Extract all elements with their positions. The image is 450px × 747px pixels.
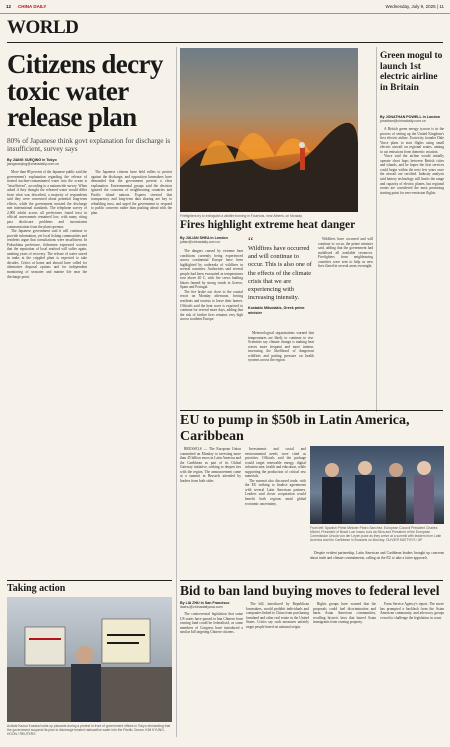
lead-body-2: The Japanese government said it will continue to provide information, yet local fishing communities and residents argue that consultations were insufficient. In Fukushima prefecture, fishermen expressed worries that the reputation of local seafood will suffer again, undoing years of recovery. The release of water stored in tanks at the crippled plant is expected to take decades. Critics at home and abroad have called for alternative disposal options and for independent monitoring of seawater and marine life near the discharge point. <box>7 229 87 279</box>
protest-photo <box>7 597 172 722</box>
wildfire-caption: Firefighters try to extinguish a wildfire burning in Fourniols, near Athens, on Monday. <box>180 214 303 218</box>
fires-body-3: Meteorological organisations warned that temperatures are likely to continue to rise. Scientists say climate change is making heat waves more frequent and more intense, increasing the likelihood of dangerous wildfires and putting pressure on health systems across the region. <box>248 331 314 363</box>
fires-body-4: Wildfires have occurred and will continue to occur, the prime minister said, adding that the government had mobilised all available resources. Firefighters from neighbouring countries were sent to help as new fires flared in several areas overnight. <box>318 237 373 269</box>
ban-byline-name: By LIA ZHU in San Francisco <box>180 601 230 605</box>
eu-rule <box>180 410 443 411</box>
lead-deck: 80% of Japanese think govt explanation for discharge is insufficient, survey says <box>7 136 171 154</box>
fires-email[interactable]: julian@chinadaily.com.cn <box>180 240 221 244</box>
mogul-body-1: A British green energy tycoon is in the process of setting up the United Kingdom's first electric airline. Ecotricity founder Dale Vince plans to start flights using small electric aircraft on regional routes, aiming to cut emissions from domestic aviation. <box>380 127 444 154</box>
ban-body-col2 <box>246 602 309 742</box>
column-divider <box>176 47 177 737</box>
lead-body-3: The Japanese citizens have held rallies to protest against the discharge, and opposition lawmakers have demanded that the government present a clear explanation. Environmental groups said the decision ignored the concerns of neighbouring countries and Pacific island nations. Experts stressed that transparency and long-term data sharing are key to rebuilding trust, and urged the government to respond to public concerns rather than pushing ahead with the plan. <box>91 170 172 215</box>
brand-logo: CHINA DAILY <box>18 4 47 9</box>
page-number: 12 <box>6 4 12 9</box>
fires-body-col2 <box>248 331 314 406</box>
ban-byline <box>180 601 243 609</box>
fires-byline-name: By JULIAN SHEA in London <box>180 236 228 240</box>
eu-body-3: The summit also discussed trade, with the EU seeking to finalise agreements with several Latin American partners. Leaders said closer cooperation would benefit both regions amid global economic uncertainty. <box>245 478 306 506</box>
lead-headline: Citizens decry toxic water release plan <box>7 49 163 132</box>
fires-body-1: The dangers caused by extreme heat conditions currently being experienced across continental Europe have been highlighted by outbreaks of wildfires in several countries. Authorities said several people had been evacuated as temperatures rose above 40 C, with fire crews battling blazes fanned by strong winds in Greece, Spain and Portugal. <box>180 249 243 290</box>
quote-mark-icon: “ <box>248 234 254 248</box>
mogul-headline: Green mogul to launch 1st electric airline in Britain <box>380 51 443 93</box>
eu-body-1: BRUSSELS — The European Union committed on Monday to investing more than 45 billion euros in Latin America and the Caribbean as part of its Global Gateway initiative, seeking to deepen ties with the region. The announcement came at a summit in Brussels attended by leaders from both sides. <box>180 447 241 483</box>
taking-action-caption: Activist Kazuo Kosaka holds up placards during a protest in front of government offices in Tokyo demanding that the government suspend its plan to discharge treated radioactive water into the Pacific Ocean. KIM KYUNG-HOON / REUTERS <box>7 724 171 736</box>
ban-body-4: Farm Service Agency's report. The move has prompted a backlash from the Asian American community, and advocacy groups vowed to challenge the legislation in court. <box>380 602 444 620</box>
fires-pull-quote <box>248 234 314 315</box>
lead-byline <box>7 158 172 166</box>
lead-email[interactable]: jiangxueqing@chinadaily.com.cn <box>7 162 60 166</box>
ban-body-col4 <box>380 602 444 742</box>
masthead <box>0 0 450 14</box>
fires-byline <box>180 236 240 244</box>
fires-body-2: The fire broke out close to the coastal resort on Monday afternoon, forcing residents and tourists to leave their homes. Officials said the heat wave is expected to continue for several more days, adding that the risk of further fires remains very high across southern Europe. <box>180 289 243 322</box>
eu-body-col3 <box>310 551 444 575</box>
mogul-body-2: Vince said the airline would initially operate short hops between British cities and islands, and he hopes the first services could begin within the next few years once the aircraft are certified. Industry analysts said battery technology still limits the range and capacity of electric planes, but regional routes are considered the most promising starting point for zero-emission flights. <box>380 154 444 195</box>
fires-body-col3 <box>318 237 373 406</box>
lead-body-col1 <box>7 170 87 578</box>
section-rule <box>7 42 443 43</box>
ban-headline: Bid to ban land buying moves to federal level <box>180 583 440 598</box>
eu-headline: EU to pump in $50b in Latin America, Caribbean <box>180 413 410 444</box>
ban-body-3: Rights groups have warned that the proposals could fuel discrimination and harm Asian American communities, recalling historic laws that barred Asian immigrants from owning property. <box>313 602 376 625</box>
wildfire-photo <box>180 48 358 212</box>
eu-photo-caption: From left: Spanish Prime Minister Pedro Sanchez, European Council President Charles Michel, President of Brazil Luiz Inacio Lula da Silva and President of the European Commission Ursula von der Leyen pose as they arrive at a summit with leaders from Latin America and the Caribbean in Brussels on Monday. OLIVIER MATTHYS / AP <box>310 526 442 542</box>
ban-body-1: The controversial legislation that some US states have passed to ban Chinese from owning land could be federalised, as some members of Congress have introduced a similar bill targeting Chinese citizens. <box>180 612 243 635</box>
section-title: WORLD <box>7 17 79 38</box>
eu-body-2: Investments and social and environmental needs were cited as priorities. Officials said the package would target renewable energy, digital infrastructure, health and education, while supporting the production of critical raw materials. <box>245 447 306 479</box>
fires-quote-name: Kostakis Mitsotakis, Greek prime minister <box>248 306 305 315</box>
ban-rule <box>180 580 443 581</box>
mogul-byline-name: By JONATHAN POWELL in London <box>380 115 440 119</box>
ban-body-col3 <box>313 602 376 742</box>
eu-body-col2 <box>245 447 306 567</box>
fires-body-col1 <box>180 249 243 406</box>
eu-body-col1 <box>180 447 241 567</box>
mogul-byline <box>380 115 444 123</box>
ban-body-col1 <box>180 612 243 742</box>
taking-action-rule <box>7 580 172 581</box>
eu-body-4: Despite evident partnership, Latin American and Caribbean leaders brought up concerns about trade and climate commitments, calling on the EU to take a fairer approach. <box>310 551 444 560</box>
lead-body-col2 <box>91 170 172 578</box>
lead-body-1: More than 80 percent of the Japanese public said the government's explanation regarding the release of treated nuclear-contaminated water into the ocean is "insufficient", according to a nationwide survey. When asked if they thought the released water would differ from what was described, a majority of respondents said they were concerned about potential long-term effects, while the government insisted the discharge met international standards. The telephone survey of 2,000 adults across all prefectures found trust in official assessments remained low, with many citing past disclosure problems and inconsistent communication from the plant operator. <box>7 170 87 229</box>
ban-email[interactable]: liazhu@chinadailyusa.com <box>180 605 223 609</box>
mogul-body <box>380 127 444 406</box>
lead-byline-name: By JIANG XUEQING in Tokyo <box>7 158 57 162</box>
fires-headline: Fires highlight extreme heat danger <box>180 219 356 231</box>
taking-action-kicker: Taking action <box>7 583 66 594</box>
column-divider-right <box>376 47 377 412</box>
mogul-email[interactable]: jonathan@chinadaily.com.cn <box>380 119 426 123</box>
fires-quote-text: Wildfires have occurred and will continue to occur. This is also one of the effects of the climate crisis that we are experiencing with increasing intensity. <box>248 245 312 302</box>
ban-body-2: The bill, introduced by Republican lawmakers, would prohibit individuals and companies linked to China from purchasing farmland and other real estate in the United States. Critics say such measures unfairly target people based on national origin. <box>246 602 309 629</box>
eu-summit-photo <box>310 446 444 524</box>
issue-date: Wednesday, July 9, 2025 | 11 <box>385 4 444 9</box>
